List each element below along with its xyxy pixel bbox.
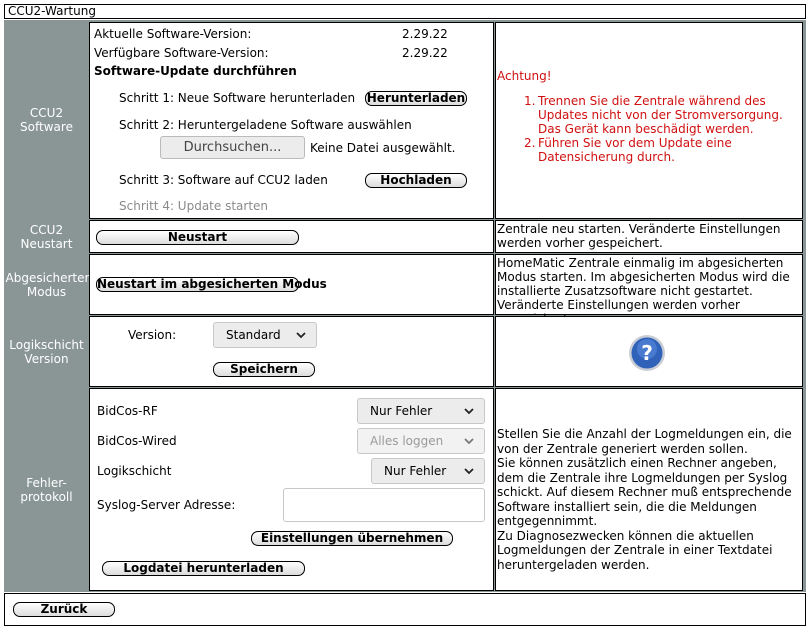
available-version-label: Verfügbare Software-Version: xyxy=(94,46,269,60)
section-label-safe-mode: Abgesicherter Modus xyxy=(5,254,88,315)
bidcos-rf-value: Nur Fehler xyxy=(370,404,433,418)
version-label: Version: xyxy=(128,328,177,342)
upload-button[interactable]: Hochladen xyxy=(365,173,467,188)
chevron-down-icon xyxy=(464,467,474,475)
logic-version-select[interactable] xyxy=(213,322,317,348)
restart-info: Zentrale neu starten. Veränderte Einstellungen werden vorher gespeichert. xyxy=(495,220,803,253)
bidcos-rf-label: BidCos-RF xyxy=(97,404,158,418)
section-label-restart: CCU2 Neustart xyxy=(5,220,88,253)
step1-text: Schritt 1: Neue Software herunterladen xyxy=(119,91,356,105)
error-log-info-panel xyxy=(495,388,803,591)
restart-button[interactable]: Neustart xyxy=(96,230,299,245)
no-file-text: Keine Datei ausgewählt. xyxy=(310,141,456,155)
footer-bar xyxy=(4,593,806,626)
bidcos-wired-label: BidCos-Wired xyxy=(97,434,177,448)
logic-log-select[interactable] xyxy=(371,458,485,484)
update-heading: Software-Update durchführen xyxy=(94,64,297,78)
bidcos-rf-select[interactable] xyxy=(357,398,485,424)
section-label-logic-layer: Logikschicht Version xyxy=(5,316,88,387)
logic-log-value: Nur Fehler xyxy=(384,464,447,478)
download-logfile-button[interactable]: Logdatei herunterladen xyxy=(102,561,305,576)
current-version-value: 2.29.22 xyxy=(402,27,448,41)
step3-text: Schritt 3: Software auf CCU2 laden xyxy=(119,173,328,187)
safe-mode-panel xyxy=(89,254,494,315)
section-label-software: CCU2 Software xyxy=(5,22,88,218)
chevron-down-icon xyxy=(464,407,474,415)
help-icon[interactable] xyxy=(628,334,666,372)
syslog-label: Syslog-Server Adresse: xyxy=(97,498,236,512)
restart-panel xyxy=(89,220,494,253)
save-logic-version-button[interactable]: Speichern xyxy=(213,362,315,377)
software-warning-panel xyxy=(495,22,803,219)
logic-layer-panel xyxy=(89,316,494,387)
syslog-server-input[interactable] xyxy=(283,488,485,522)
chevron-down-icon xyxy=(296,331,306,339)
warning-item-2: Führen Sie vor dem Update eine Datensicherung durch. xyxy=(538,136,732,164)
window-title: CCU2-Wartung xyxy=(4,4,806,19)
back-button[interactable]: Zurück xyxy=(13,602,115,617)
available-version-value: 2.29.22 xyxy=(402,46,448,60)
safe-mode-info: HomeMatic Zentrale einmalig im abgesicherten Modus starten. Im abgesicherten Modus wird die installierte Zusatzsoftware nicht gestartet. Veränderte Einstellungen werden vorher xyxy=(495,254,803,315)
warning-number-1: 1. xyxy=(524,94,536,108)
warning-title: Achtung! xyxy=(497,69,552,83)
current-version-label: Aktuelle Software-Version: xyxy=(94,27,252,41)
software-panel xyxy=(89,22,494,219)
bidcos-wired-value: Alles loggen xyxy=(370,434,444,448)
section-label-error-log: Fehler-protokoll xyxy=(5,388,88,591)
apply-log-settings-button[interactable]: Einstellungen übernehmen xyxy=(251,531,453,546)
safe-mode-restart-button[interactable]: Neustart im abgesicherten Modus xyxy=(97,277,327,291)
logic-layer-help-panel xyxy=(495,316,803,387)
download-software-button[interactable]: Herunterladen xyxy=(366,91,466,105)
warning-item-1: Trennen Sie die Zentrale während des Updates nicht von der Stromversorgung. Das Gerät kann beschädigt werden. xyxy=(538,94,783,136)
svg-text:?: ? xyxy=(641,341,653,365)
logic-log-label: Logikschicht xyxy=(97,464,172,478)
error-log-panel xyxy=(89,388,494,591)
warning-number-2: 2. xyxy=(524,136,536,150)
step2-text: Schritt 2: Heruntergeladene Software auswählen xyxy=(119,118,412,132)
chevron-down-icon xyxy=(464,437,474,445)
error-log-info: Stellen Sie die Anzahl der Logmeldungen ein, die von der Zentrale generiert werden sollen. Sie können zusätzlich einen Rechner angeben, dem die Zentrale ihre Logmeldungen per Syslog schickt. Auf diesem Rechner muß entsprechende Software installiert sein, die die Meldungen entgegennimmt. Zu Diagnosezwecken können die aktuellen Logmeldungen der Zentrale in einer Textdatei heruntergeladen werden. xyxy=(497,427,792,572)
bidcos-wired-select[interactable] xyxy=(357,428,485,454)
step4-text: Schritt 4: Update starten xyxy=(119,199,269,213)
browse-button[interactable]: Durchsuchen... xyxy=(160,136,305,159)
logic-version-value: Standard xyxy=(226,328,281,342)
